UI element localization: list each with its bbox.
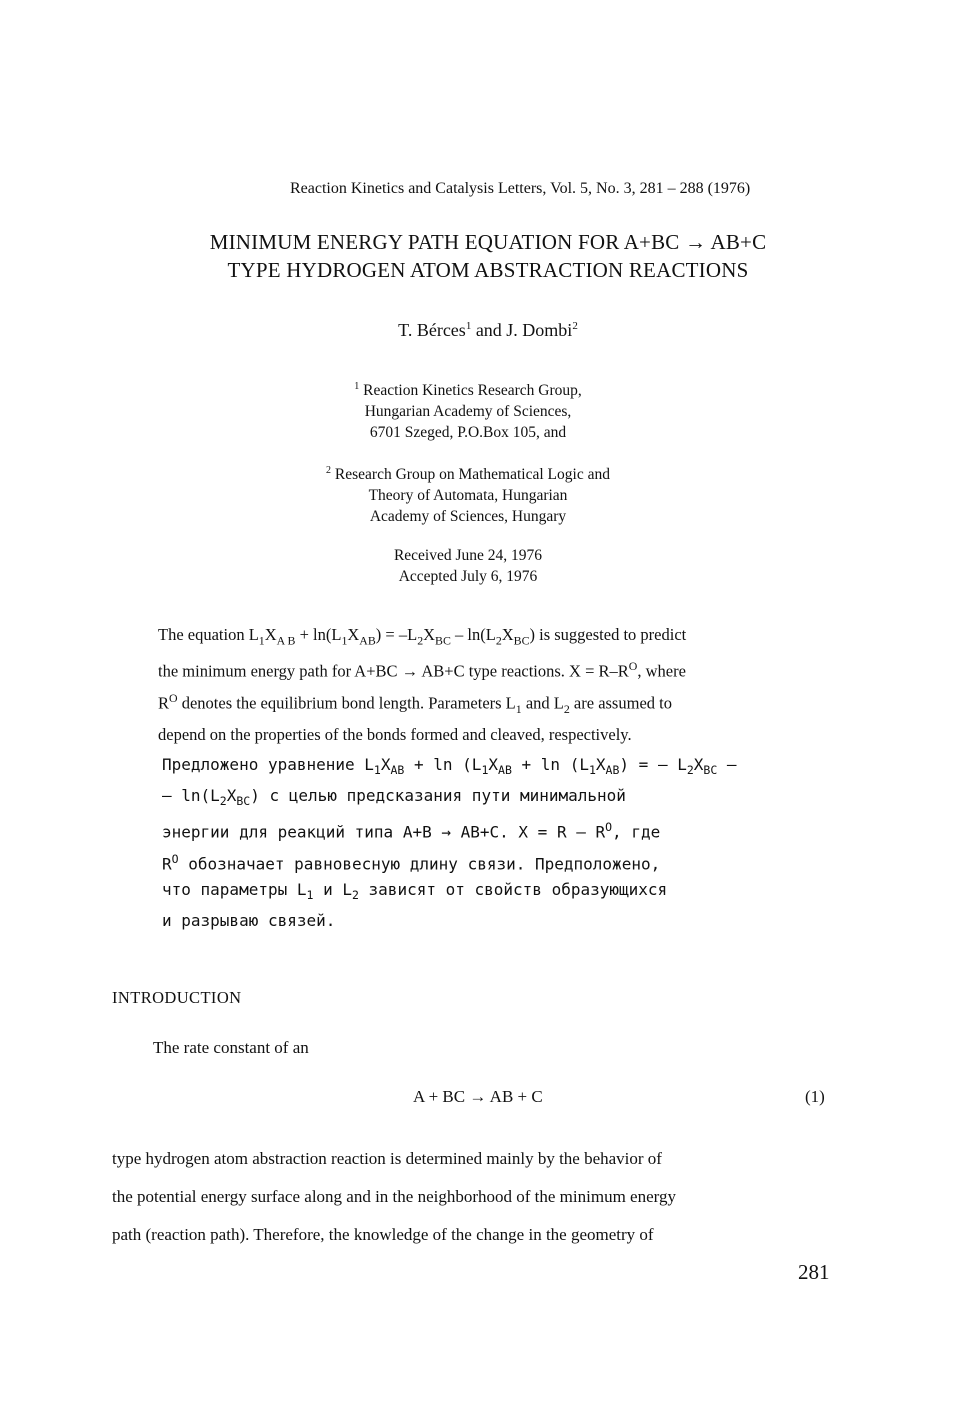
- abstract-ru-line: Предложено уравнение $L_1X_{AB} + \ln (L_1X_{AB} + \ln (L_1X_{AB})$ = – $L_2X_{BC}$ –: [162, 755, 737, 778]
- page-number: 281: [798, 1260, 830, 1284]
- affiliation-2-line: Theory of Automata, Hungarian: [368, 487, 568, 505]
- abstract-russian: [162, 752, 842, 934]
- author-1-mark: 1: [465, 320, 472, 332]
- paper-title: [130, 228, 846, 284]
- accepted-date: Accepted July 6, 1976: [398, 568, 538, 585]
- abstract-ru-line: – $\ln(L_2X_{BC})$ с целью предсказания пути минимальной: [162, 786, 626, 809]
- abstract-ru-line: $R^O$ обозначает равновесную длину связи. Предположено,: [162, 851, 661, 874]
- affiliation-1-line: 6701 Szeged, P.O.Box 105, and: [369, 424, 567, 442]
- section-heading: INTRODUCTION: [112, 988, 242, 1007]
- equation-number: (1): [805, 1087, 825, 1106]
- abstract-en-line: $R^O$ denotes the equilibrium bond length. Parameters $L_1$ and $L_2$ are assumed to: [158, 690, 672, 716]
- title-line-1: MINIMUM ENERGY PATH EQUATION FOR A+BC → AB+C: [209, 230, 767, 254]
- abstract-english: [158, 622, 858, 748]
- abstract-en-line: The equation $L_1X_{A B} + \ln(L_1X_{AB}) = -L_2X_{BC} - \ln(L_2X_{BC})$ is suggested to predict: [158, 625, 687, 648]
- affiliation-2: [0, 460, 936, 527]
- abstract-en-line: depend on the properties of the bonds formed and cleaved, respectively.: [158, 724, 632, 744]
- author-2-mark: 2: [572, 320, 578, 332]
- body-line: path (reaction path). Therefore, the knowledge of the change in the geometry of: [112, 1225, 654, 1244]
- paragraph-intro: The rate constant of an: [153, 1038, 309, 1057]
- abstract-ru-line: энергии для реакций типа A+B → AB+C. $X = R - R^O$, где: [162, 820, 661, 842]
- abstract-en-line: the minimum energy path for A+BC → AB+C type reactions. $X = R-R^O$, where: [158, 659, 686, 681]
- equation: A + BC → AB + C: [413, 1087, 543, 1106]
- affiliation-2-line: Academy of Sciences, Hungary: [369, 508, 567, 526]
- author-1: T. Bérces: [398, 320, 466, 340]
- abstract-ru-line: и разрываю связей.: [162, 911, 336, 931]
- author-2: and J. Dombi: [471, 320, 573, 340]
- affiliation-1-line: Reaction Kinetics Research Group,: [363, 382, 582, 400]
- title-line-2: TYPE HYDROGEN ATOM ABSTRACTION REACTIONS: [227, 258, 749, 282]
- body-text: [112, 1140, 842, 1254]
- body-line: type hydrogen atom abstraction reaction is determined mainly by the behavior of: [112, 1149, 662, 1168]
- affiliation-1-line: Hungarian Academy of Sciences,: [364, 403, 572, 421]
- affiliation-2-line: Research Group on Mathematical Logic and: [334, 466, 610, 484]
- journal-citation: Reaction Kinetics and Catalysis Letters, Vol. 5, No. 3, 281 – 288 (1976): [290, 180, 751, 197]
- received-dates: [0, 545, 936, 587]
- body-line: the potential energy surface along and in the neighborhood of the minimum energy: [112, 1187, 676, 1206]
- affiliation-1: [0, 376, 936, 443]
- affiliation-2-mark: 2: [326, 465, 332, 476]
- affiliation-1-mark: 1: [354, 381, 360, 392]
- received-date: Received June 24, 1976: [393, 547, 543, 564]
- authors: [0, 320, 976, 341]
- abstract-ru-line: что параметры $L_1$ и $L_2$ зависят от свойств образующихся: [162, 880, 668, 903]
